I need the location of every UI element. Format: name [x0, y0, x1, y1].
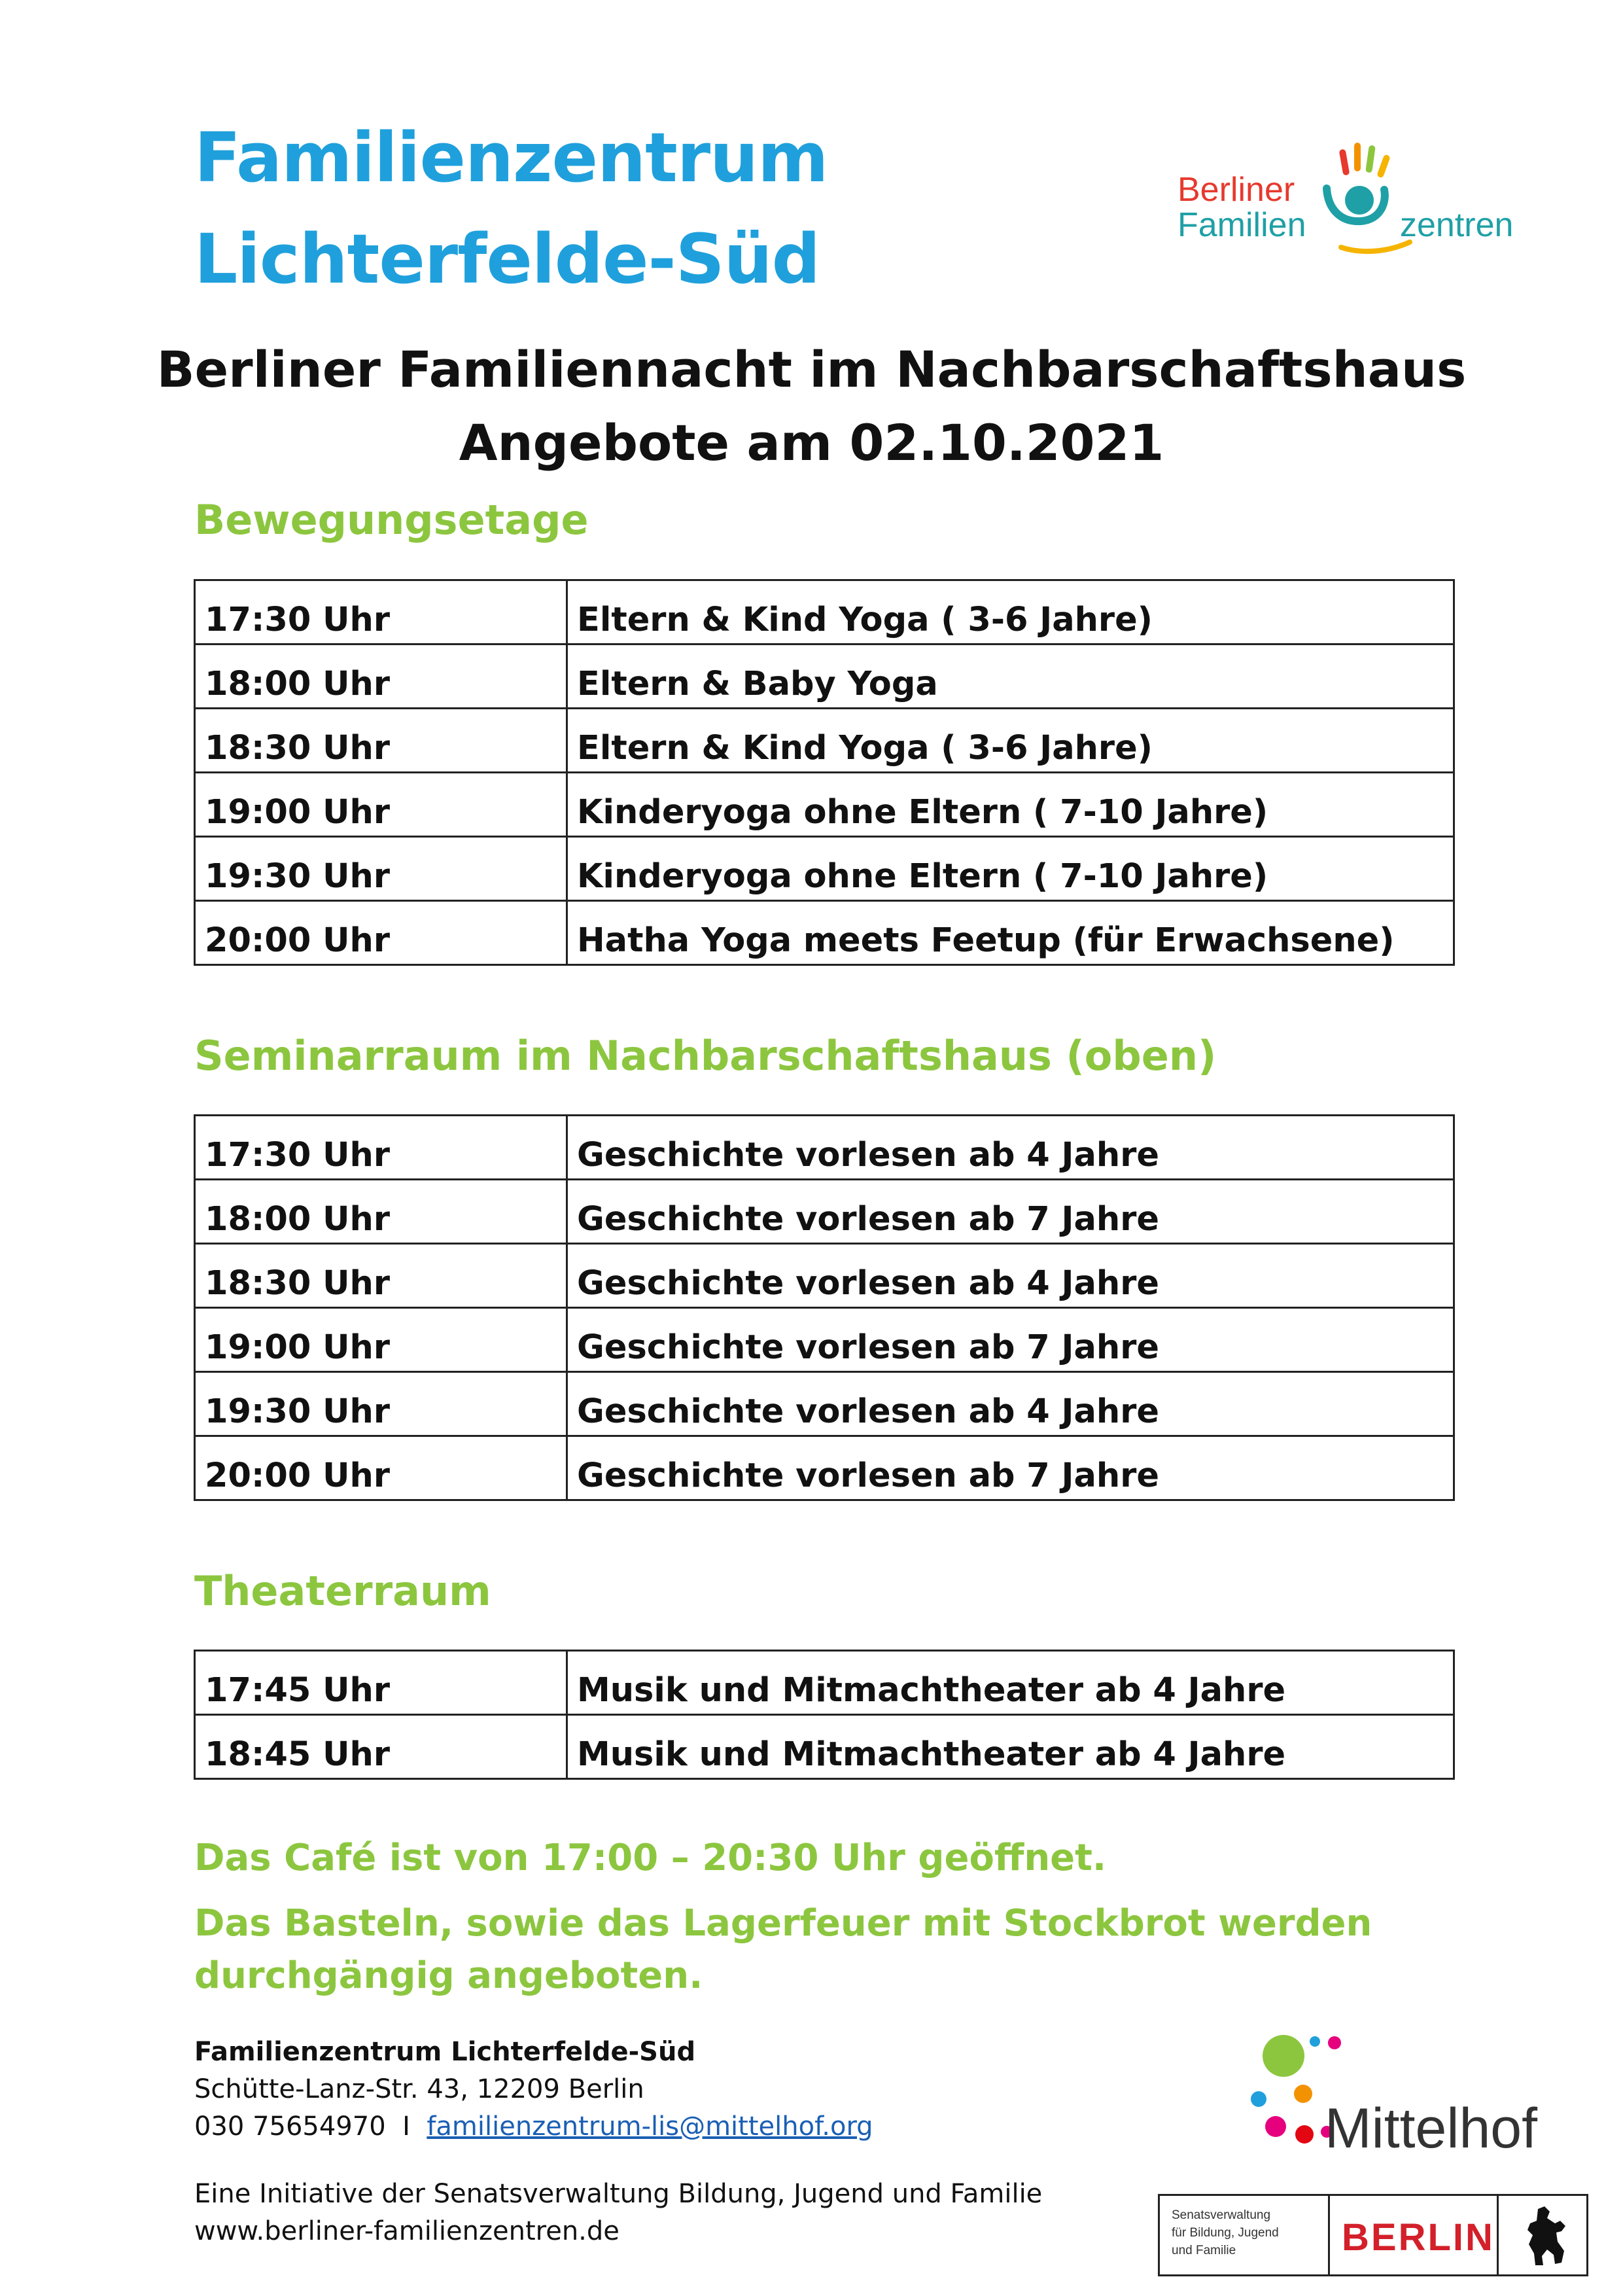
table-row	[195, 1116, 1454, 1180]
activity-cell: Geschichte vorlesen ab 7 Jahre	[567, 1308, 1454, 1372]
logo-word-zentren: zentren	[1400, 206, 1514, 244]
berlin-senate-logo	[1158, 2194, 1588, 2276]
section-heading-theaterraum: Theaterraum	[194, 1567, 491, 1615]
footer-initiative	[194, 2176, 1042, 2250]
activity-cell: Geschichte vorlesen ab 7 Jahre	[567, 1180, 1454, 1244]
time-cell: 18:30 Uhr	[195, 1244, 567, 1308]
divider	[1497, 2196, 1499, 2274]
table-row	[195, 709, 1454, 773]
table-row	[195, 645, 1454, 709]
mittelhof-name: Mittelhof	[1325, 2097, 1538, 2160]
table-row	[195, 1715, 1454, 1779]
schedule-table-bewegungsetage	[194, 579, 1455, 966]
berlin-word: BERLIN	[1342, 2216, 1495, 2259]
section-heading-seminarraum: Seminarraum im Nachbarschaftshaus (oben)	[194, 1032, 1217, 1080]
activity-cell: Eltern & Kind Yoga ( 3-6 Jahre)	[567, 709, 1454, 773]
activity-cell: Geschichte vorlesen ab 4 Jahre	[567, 1244, 1454, 1308]
activity-cell: Eltern & Kind Yoga ( 3-6 Jahre)	[567, 580, 1454, 645]
activity-cell: Geschichte vorlesen ab 4 Jahre	[567, 1116, 1454, 1180]
footer-phone: 030 75654970	[194, 2111, 386, 2142]
center-location-title: Lichterfelde-Süd	[194, 219, 820, 299]
time-cell: 19:00 Uhr	[195, 773, 567, 837]
event-title: Berliner Familiennacht im Nachbarschaftshaus	[156, 340, 1467, 398]
footer-address: Schütte-Lanz-Str. 43, 12209 Berlin	[194, 2074, 644, 2104]
time-cell: 17:45 Uhr	[195, 1651, 567, 1715]
table-row	[195, 580, 1454, 645]
footer-initiative-text: Eine Initiative der Senatsverwaltung Bildung, Jugend und Familie	[194, 2179, 1043, 2209]
time-cell: 18:00 Uhr	[195, 645, 567, 709]
activity-cell: Geschichte vorlesen ab 7 Jahre	[567, 1436, 1454, 1500]
table-row	[195, 1308, 1454, 1372]
activity-cell: Musik und Mitmachtheater ab 4 Jahre	[567, 1651, 1454, 1715]
logo-word-familien: Familien	[1178, 206, 1306, 244]
activity-cell: Musik und Mitmachtheater ab 4 Jahre	[567, 1715, 1454, 1779]
basteln-note-line2: durchgängig angeboten.	[194, 1954, 703, 1997]
activity-cell: Hatha Yoga meets Feetup (für Erwachsene)	[567, 901, 1454, 965]
footer-phone-email-line	[194, 2108, 873, 2146]
footer-email-link[interactable]: familienzentrum-lis@mittelhof.org	[427, 2111, 873, 2142]
activity-cell: Kinderyoga ohne Eltern ( 7-10 Jahre)	[567, 837, 1454, 901]
activity-cell: Geschichte vorlesen ab 4 Jahre	[567, 1372, 1454, 1436]
table-row	[195, 1244, 1454, 1308]
time-cell: 18:30 Uhr	[195, 709, 567, 773]
senate-text	[1172, 2206, 1279, 2259]
divider	[1328, 2196, 1330, 2274]
senate-line3: und Familie	[1172, 2244, 1236, 2257]
time-cell: 19:30 Uhr	[195, 837, 567, 901]
table-row	[195, 1180, 1454, 1244]
time-cell: 19:00 Uhr	[195, 1308, 567, 1372]
center-name-title: Familienzentrum	[194, 118, 828, 198]
logo-word-berliner: Berliner	[1178, 171, 1295, 209]
footer-org-name: Familienzentrum Lichterfelde-Süd	[194, 2037, 696, 2067]
time-cell: 17:30 Uhr	[195, 1116, 567, 1180]
time-cell: 20:00 Uhr	[195, 901, 567, 965]
event-date: Angebote am 02.10.2021	[459, 414, 1164, 472]
table-row	[195, 1651, 1454, 1715]
time-cell: 19:30 Uhr	[195, 1372, 567, 1436]
footer-contact	[194, 2034, 873, 2146]
berlin-bear-icon	[1518, 2204, 1577, 2269]
activity-cell: Kinderyoga ohne Eltern ( 7-10 Jahre)	[567, 773, 1454, 837]
time-cell: 17:30 Uhr	[195, 580, 567, 645]
table-row	[195, 773, 1454, 837]
footer-website: www.berliner-familienzentren.de	[194, 2216, 620, 2246]
table-row	[195, 1372, 1454, 1436]
section-heading-bewegungsetage: Bewegungsetage	[194, 496, 589, 544]
time-cell: 18:00 Uhr	[195, 1180, 567, 1244]
activity-cell: Eltern & Baby Yoga	[567, 645, 1454, 709]
time-cell: 20:00 Uhr	[195, 1436, 567, 1500]
colorful-hand-icon	[1321, 137, 1413, 268]
mittelhof-logo	[1243, 2028, 1583, 2159]
table-row	[195, 837, 1454, 901]
footer-separator: I	[402, 2111, 410, 2142]
time-cell: 18:45 Uhr	[195, 1715, 567, 1779]
senate-line1: Senatsverwaltung	[1172, 2208, 1271, 2222]
schedule-table-theaterraum	[194, 1650, 1455, 1780]
table-row	[195, 901, 1454, 965]
basteln-note-line1: Das Basteln, sowie das Lagerfeuer mit Stockbrot werden	[194, 1902, 1372, 1945]
table-row	[195, 1436, 1454, 1500]
schedule-table-seminarraum	[194, 1114, 1455, 1501]
berliner-familienzentren-logo	[1178, 137, 1557, 268]
senate-line2: für Bildung, Jugend	[1172, 2226, 1279, 2240]
cafe-note: Das Café ist von 17:00 – 20:30 Uhr geöffnet.	[194, 1837, 1107, 1879]
